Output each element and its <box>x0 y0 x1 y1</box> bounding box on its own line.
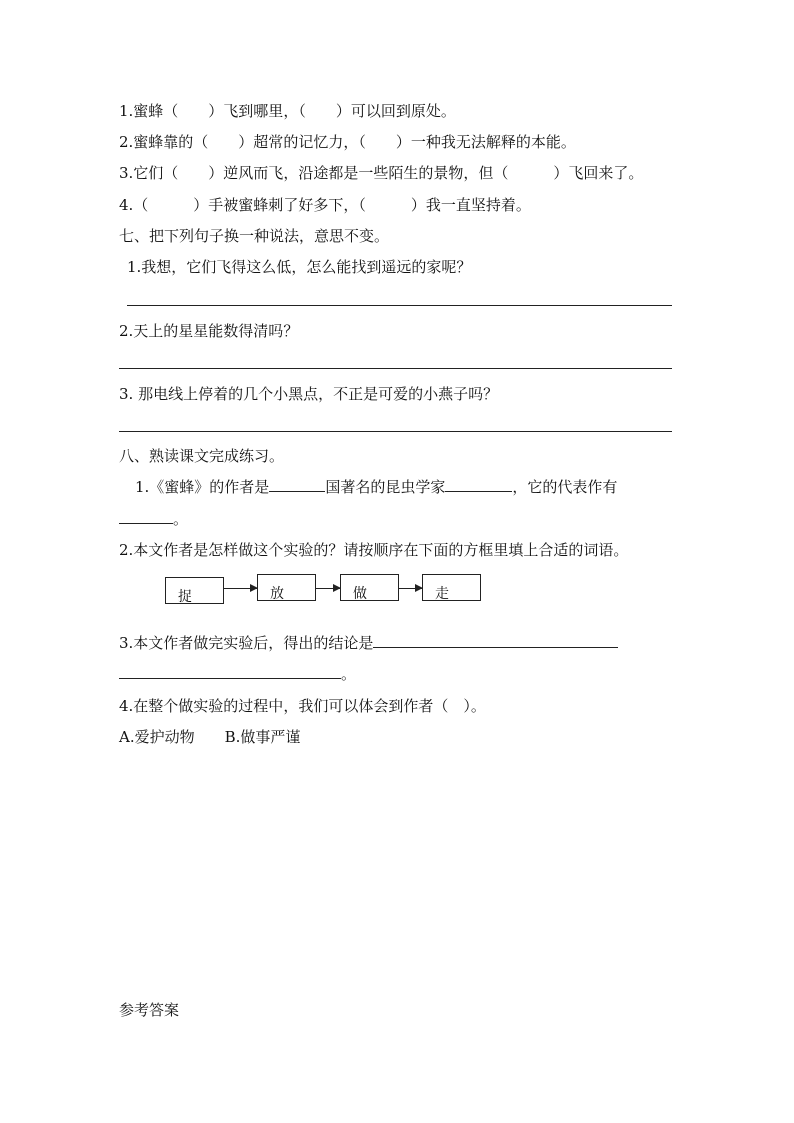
fill-blank-1: 1.蜜蜂（ ）飞到哪里，（ ）可以回到原处。 <box>119 102 456 120</box>
section-8-q1-cont <box>119 509 188 529</box>
answer-line-q2 <box>119 368 672 369</box>
section-7-title: 七、把下列句子换一种说法，意思不变。 <box>119 227 390 245</box>
fill-blank-2: 2.蜜蜂靠的（ ）超常的记忆力，（ ）一种我无法解释的本能。 <box>119 133 576 151</box>
flow-box-release: 放 <box>257 574 316 601</box>
section-8-options: A.爱护动物 B.做事严谨 <box>119 728 301 746</box>
flow-box-walk: 走 <box>422 574 481 601</box>
section-8-q3 <box>119 633 618 653</box>
q1-text-c: ，它的代表作有 <box>512 478 618 496</box>
section-8-q4: 4.在整个做实验的过程中，我们可以体会到作者（ ）。 <box>119 697 486 715</box>
blank-conclusion-1 <box>373 633 618 648</box>
section-8-q3-cont <box>119 664 356 684</box>
blank-work <box>119 509 173 524</box>
section-8-q1 <box>135 477 617 497</box>
q3-text: 3.本文作者做完实验后，得出的结论是 <box>119 634 374 652</box>
section-8-q2: 2.本文作者是怎样做这个实验的？请按顺序在下面的方框里填上合适的词语。 <box>119 541 629 559</box>
section-7-q3: 3. 那电线上停着的几个小黑点，不正是可爱的小燕子吗？ <box>119 385 499 403</box>
flow-box-do: 做 <box>340 574 399 601</box>
flow-arrow-2 <box>316 588 340 589</box>
answer-line-q1 <box>127 305 672 306</box>
section-7-q2: 2.天上的星星能数得清吗？ <box>119 322 299 340</box>
q1-end: 。 <box>173 510 189 528</box>
flow-arrow-1 <box>224 588 257 589</box>
q1-text-b: 国著名的昆虫学家 <box>325 478 446 496</box>
blank-country <box>269 477 325 492</box>
flow-arrow-3 <box>399 588 422 589</box>
blank-conclusion-2 <box>119 664 341 679</box>
blank-author <box>445 477 512 492</box>
answer-heading: 参考答案 <box>119 1001 180 1019</box>
flow-box-catch: 捉 <box>165 577 224 604</box>
fill-blank-3: 3.它们（ ）逆风而飞，沿途都是一些陌生的景物，但（ ）飞回来了。 <box>119 164 644 182</box>
answer-line-q3 <box>119 431 672 432</box>
section-7-q1: 1.我想，它们飞得这么低，怎么能找到遥远的家呢？ <box>127 258 472 276</box>
q3-end: 。 <box>341 665 357 683</box>
fill-blank-4: 4.（ ）手被蜜蜂刺了好多下，（ ）我一直坚持着。 <box>119 196 531 214</box>
q1-text-a: 1.《蜜蜂》的作者是 <box>135 478 270 496</box>
section-8-title: 八、熟读课文完成练习。 <box>119 447 285 465</box>
